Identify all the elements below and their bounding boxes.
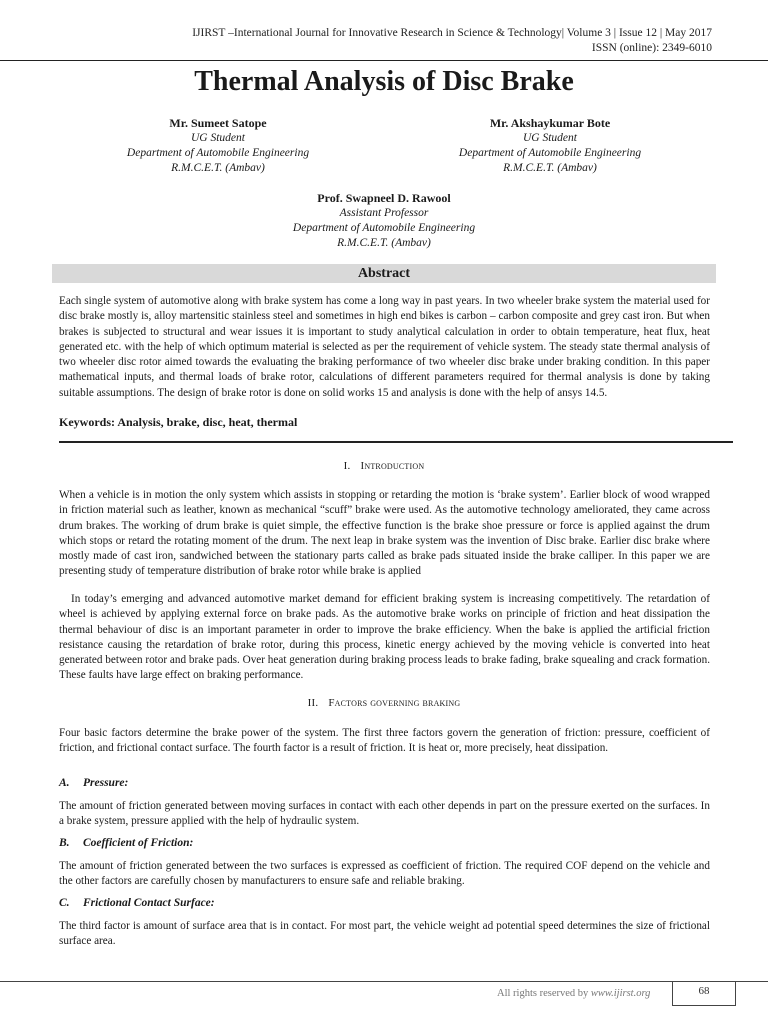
journal-header — [192, 26, 712, 56]
author-role: UG Student — [523, 132, 577, 144]
body-paragraph: The amount of friction generated between the two surfaces is expressed as coefficient of friction. The required COF depend on the vehicle and the other factors are carefully chosen by manufacturers to ensure safe and reliable braking. — [59, 860, 710, 888]
subsection-heading-coefficient — [59, 837, 193, 849]
subsection-heading-pressure — [59, 777, 128, 789]
issn: ISSN (online): 2349-6010 — [591, 42, 712, 54]
subsection-letter: A. — [59, 777, 70, 789]
author-role: UG Student — [191, 132, 245, 144]
author-role: Assistant Professor — [339, 207, 429, 219]
author-block — [80, 116, 356, 176]
section-heading-introduction — [0, 460, 768, 472]
body-paragraph: The third factor is amount of surface area that is in contact. For most part, the vehicle weight ad potential speed determines the size of frictional surface area. — [59, 920, 710, 948]
subsection-title: Pressure: — [83, 777, 129, 789]
abstract-text: Each single system of automotive along with brake system has come a long way in past years. In two wheeler brake system the material used for disc brake mostly is, alloy martensitic stainless steel and sometimes in high end bikes is carbon – carbon composite and grey cast iron. But when brakes is subjected to structural and wear issues it is important to study analytical calculation in order to obtain temperature, heat flux, heat generated etc. with the help of which optimum material is selected as per the requirement of vehicle system. The steady state thermal analysis of two wheeler disc rotor aimed towards the evaluating the braking performance of two wheeler disc brake under braking condition. In this paper mathematical inputs, and thermal loads of brake rotor, calculations of different parameters required for thermal analysis is done by taking suitable assumptions. The design of brake rotor is done on solid works 15 and analysis is done with the help of ansys 14.5. — [59, 295, 710, 399]
body-paragraph: Four basic factors determine the brake power of the system. The first three factors govern the generation of friction: pressure, coefficient of friction, and frictional contact surface. The fourth factor is a result of friction. It is heat or, more precisely, heat dissipation. — [59, 727, 710, 755]
journal-url-link[interactable]: www.ijirst.org — [590, 988, 651, 999]
section-title: Factors governing braking — [328, 697, 461, 709]
journal-citation: IJIRST –International Journal for Innovative Research in Science & Technology| Volume 3 | Issue 12 | May 2017 — [192, 27, 712, 39]
author-block — [234, 191, 534, 251]
subsection-title: Frictional Contact Surface: — [83, 897, 215, 909]
author-department: Department of Automobile Engineering — [292, 222, 476, 234]
paper-title: Thermal Analysis of Disc Brake — [194, 66, 574, 97]
subsection-letter: B. — [59, 837, 70, 849]
keywords: Keywords: Analysis, brake, disc, heat, thermal — [59, 415, 298, 429]
author-institution: R.M.C.E.T. (Ambav) — [503, 162, 597, 174]
body-paragraph: When a vehicle is in motion the only system which assists in stopping or retarding the motion is ‘brake system’. Earlier block of wood wrapped in friction material such as leather, known as mechanical “scuff” brake were used. As the automotive technology ameliorated, they came across drum brakes. The working of drum brake is quiet simple, the effective function is the brake shoe pressure or force is applied against the drum which stops or retard the rotating moment of the drum. The next leap in brake system was the invention of Disc brake. Earlier disc brake where mostly made of cast iron, sandwiched between the stationary parts called as brake pads situated inside the brake calliper. In this paper we are presenting study of temperature distribution of brake rotor while brake is applied — [59, 489, 710, 578]
paragraph-text: In today’s emerging and advanced automotive market demand for efficient braking system is increasing competitively. The retardation of wheel is achieved by applying external force on brake pads. As the automotive brake works on principle of friction and heat dissipation the thermal behaviour of disc is an important parameter in order to improve the brake efficiency. When the bake is applied the artificial friction resistance causing the retardation of brake rotor, during this process, kinetic energy achieved by the moving vehicle is converted into heat generated between rotor and brake pads. Over heat generation during braking process leads to brake fading, brake squealing and crack formation. These faults have large effect on braking performance. — [59, 593, 710, 682]
author-department: Department of Automobile Engineering — [126, 147, 310, 159]
body-paragraph: The amount of friction generated between moving surfaces in contact with each other depends in part on the pressure exerted on the surfaces. In a brake system, pressure applied with the help of hydraulic system. — [59, 800, 710, 828]
section-title: Introduction — [360, 460, 425, 472]
subsection-letter: C. — [59, 897, 70, 909]
section-number: I. — [343, 460, 351, 472]
body-paragraph — [59, 592, 710, 684]
author-name: Mr. Sumeet Satope — [169, 116, 267, 130]
abstract-divider — [59, 441, 733, 443]
subsection-heading-contact-surface — [59, 897, 215, 909]
abstract-heading: Abstract — [52, 264, 716, 283]
subsection-title: Coefficient of Friction: — [83, 837, 194, 849]
author-name: Prof. Swapneel D. Rawool — [317, 191, 451, 205]
author-name: Mr. Akshaykumar Bote — [489, 116, 611, 130]
footer-rights — [497, 988, 650, 999]
section-number: II. — [307, 697, 319, 709]
footer-divider — [0, 981, 768, 982]
author-department: Department of Automobile Engineering — [458, 147, 642, 159]
author-institution: R.M.C.E.T. (Ambav) — [337, 237, 431, 249]
header-divider — [0, 60, 768, 61]
page-number: 68 — [672, 981, 736, 1006]
rights-text: All rights reserved by — [497, 988, 589, 999]
section-heading-factors — [0, 697, 768, 709]
author-institution: R.M.C.E.T. (Ambav) — [171, 162, 265, 174]
author-block — [412, 116, 688, 176]
